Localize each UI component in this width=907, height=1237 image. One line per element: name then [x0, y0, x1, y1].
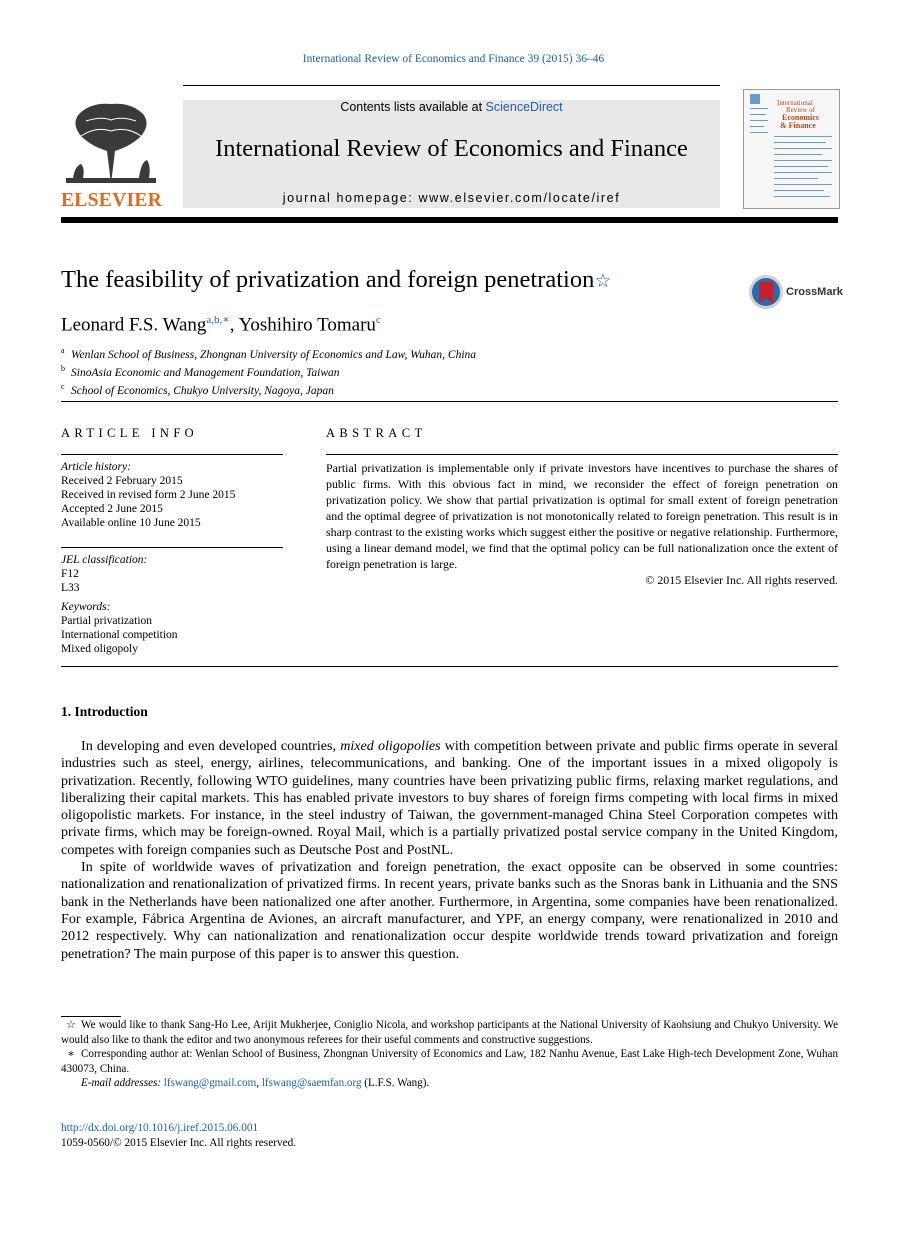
keyword: Partial privatization — [61, 615, 153, 627]
email-suffix: (L.F.S. Wang). — [361, 1077, 430, 1089]
history-item: Received 2 February 2015 — [61, 475, 183, 487]
email-footnote — [61, 1076, 838, 1091]
contents-prefix: Contents lists available at — [340, 100, 486, 114]
abstract-body: Partial privatization is implementable only if private investors have incentives to purchase the shares of public firms. With this obvious fact in mind, we reconsider the effect of foreign penetration on privatization policy. We show that partial privatization is optimal for small extent of foreign penetration and the optimal degree of privatization is not monotonically related to foreign penetration. This result is in sharp contrast to the existing works which suggest either the positive or negative relationship. Furthermore, using a linear demand model, we find that the optimal policy can be full nationalization once the extent of foreign penetration is large. — [326, 461, 838, 571]
text-run: with competition between private and public firms operate in several industries such as steel, energy, airlines, telecommunications, and banking. One of the important issues in a mixed oligopoly is privatization. Recently, following WTO guidelines, many countries have been privatizing public firms, relaxing market regulations, and liberalizing their capital markets. This has enabled private investors to buy shares of foreign firms competing with local firms in mixed oligopolistic markets. For instance, in the steel industry of Taiwan, the government-managed China Steel Corporation competes with private firms, which may be foreign-owned. Royal Mail, which is a partially privatized postal service company in the United Kingdom, competes with foreign companies such as Deutsche Post and PostNL. — [61, 738, 839, 858]
author-name: Leonard F.S. Wang — [61, 314, 207, 336]
history-item: Available online 10 June 2015 — [61, 517, 201, 529]
abstract — [326, 460, 838, 588]
affiliation — [61, 380, 476, 398]
paragraph: In spite of worldwide waves of privatization and foreign penetration, the exact opposite can be observed in some countries: nationalization and renationalization of privatized firms. In recent years, private banks such as the Snoras bank in Lithuania and the SNS bank in the Netherlands have been nationalized one after another. Furthermore, in Argentina, some companies have been renationalized. For example, Fábrica Argentina de Aviones, an aircraft manufacturer, and YPF, an energy company, were renationalized in 2010 and 2012 respectively. Why can nationalization and renationalization occur despite worldwide trends toward privatization and foreign penetration? The main purpose of this paper is to answer this question. — [61, 859, 838, 962]
jel-code: F12 — [61, 568, 79, 580]
footnote-rule — [61, 1016, 121, 1017]
history-label: Article history: — [61, 461, 131, 473]
author-separator: , — [229, 314, 239, 336]
affiliation-text: Wenlan School of Business, Zhongnan University of Economics and Law, Wuhan, China — [71, 348, 477, 361]
footnote-mark: ∗ — [67, 1048, 75, 1060]
contents-line — [183, 100, 720, 114]
jel-code: L33 — [61, 582, 80, 594]
paragraph — [61, 738, 838, 859]
email-separator: , — [256, 1077, 262, 1089]
affiliation-mark: a — [61, 346, 65, 355]
footnote-text: We would like to thank Sang-Ho Lee, Arijit Mukherjee, Coniglio Nicola, and workshop participants at the National University of Kaohsiung and Chukyo University. We would also like to thank the editor and two anonymous referees for their useful comments and constructive suggestions. — [61, 1019, 838, 1046]
cover-art — [744, 90, 839, 208]
history-item: Received in revised form 2 June 2015 — [61, 489, 236, 501]
jel-classification — [61, 553, 147, 595]
journal-homepage[interactable]: journal homepage: www.elsevier.com/locate/iref — [282, 191, 621, 205]
elsevier-wordmark: ELSEVIER — [61, 190, 163, 211]
affiliation-text: School of Economics, Chukyo University, Nagoya, Japan — [71, 384, 334, 397]
history-item: Accepted 2 June 2015 — [61, 503, 163, 515]
cover-title-2: Review of — [786, 106, 815, 114]
header-thick-rule — [61, 217, 838, 223]
keywords — [61, 600, 178, 656]
footnote-text: Corresponding author at: Wenlan School of Business, Zhongnan University of Economics and Law, 182 Nanhu Avenue, East Lake High-tech Development Zone, Wuhan 430073, China. — [61, 1048, 838, 1075]
issn-line: 1059-0560/© 2015 Elsevier Inc. All rights reserved. — [61, 1137, 297, 1149]
cover-title-3: Economics — [782, 113, 819, 122]
keyword: International competition — [61, 629, 178, 641]
crossmark-label[interactable]: CrossMark — [786, 286, 843, 298]
abstract-heading: ABSTRACT — [326, 426, 427, 440]
article-history — [61, 460, 235, 530]
header-rule — [183, 85, 720, 86]
footnote-mark: ☆ — [66, 1019, 76, 1031]
email-label: E-mail addresses: — [81, 1077, 162, 1089]
introduction-body — [61, 738, 838, 963]
footnotes — [61, 1018, 838, 1091]
email-link[interactable]: lfswang@saemfan.org — [261, 1077, 362, 1089]
footnote — [61, 1018, 838, 1047]
journal-reference-link[interactable]: International Review of Economics and Finance 39 (2015) 36–46 — [302, 53, 605, 65]
affiliation-list — [61, 344, 476, 397]
section-heading: 1. Introduction — [61, 704, 148, 719]
divider — [61, 666, 838, 667]
email-link[interactable]: lfswang@gmail.com — [163, 1077, 257, 1089]
journal-title: International Review of Economics and Finance — [215, 135, 688, 162]
doi-link[interactable]: http://dx.doi.org/10.1016/j.iref.2015.06.001 — [61, 1122, 259, 1134]
emphasis: mixed oligopolies — [340, 738, 441, 754]
affiliation-mark: c — [61, 381, 65, 391]
divider — [61, 547, 283, 548]
keywords-label: Keywords: — [61, 601, 111, 613]
journal-banner — [183, 100, 720, 208]
affiliation-text: SinoAsia Economic and Management Foundation, Taiwan — [71, 366, 340, 379]
divider — [61, 454, 283, 455]
journal-cover-thumbnail — [743, 89, 840, 209]
abstract-copyright: © 2015 Elsevier Inc. All rights reserved. — [645, 573, 838, 587]
author-list — [61, 313, 381, 336]
article-title — [61, 266, 611, 294]
author-affiliation-marks[interactable]: a,b,∗ — [206, 314, 230, 326]
author-name: Yoshihiro Tomaru — [238, 314, 376, 336]
cover-title-4: & Finance — [780, 121, 816, 130]
cover-title-1: International — [777, 99, 813, 107]
title-footnote-star[interactable]: ☆ — [594, 271, 612, 292]
affiliation — [61, 344, 476, 362]
author-affiliation-marks[interactable]: c — [375, 314, 381, 326]
jel-label: JEL classification: — [61, 554, 148, 566]
affiliation-mark: b — [61, 363, 65, 373]
text-run: In developing and even developed countries, — [81, 738, 341, 754]
footnote — [61, 1047, 838, 1076]
keyword: Mixed oligopoly — [61, 643, 138, 655]
divider — [326, 454, 838, 455]
affiliation — [61, 362, 476, 380]
article-title-text: The feasibility of privatization and foreign penetration — [61, 266, 595, 293]
doi-block — [61, 1121, 296, 1151]
article-info-heading: ARTICLE INFO — [61, 426, 199, 440]
divider — [61, 401, 838, 402]
sciencedirect-link[interactable]: ScienceDirect — [485, 100, 563, 114]
